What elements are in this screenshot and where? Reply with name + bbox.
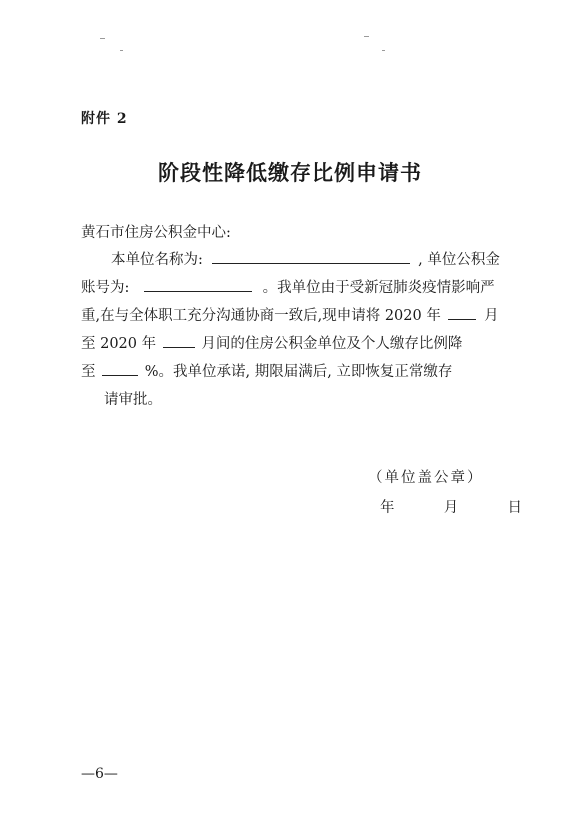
date-year: 年 <box>380 500 395 516</box>
text-unit-name-label: 本单位名称为: <box>111 252 203 268</box>
attachment-label: 附件 2 <box>81 111 128 127</box>
unit-name-blank[interactable] <box>212 249 410 264</box>
body-line-3 <box>81 304 499 325</box>
body-line-1 <box>111 248 500 269</box>
scan-speck <box>382 50 385 51</box>
account-number-blank[interactable] <box>144 277 252 292</box>
date-line <box>380 496 522 517</box>
body-line-4 <box>81 332 462 353</box>
start-month-blank[interactable] <box>448 305 476 320</box>
ratio-percent-blank[interactable] <box>102 361 138 376</box>
text-fund-label: , 单位公积金 <box>418 252 500 268</box>
scan-speck <box>120 50 123 51</box>
text-month: 月 <box>484 308 499 324</box>
text-commitment: %。我单位承诺, 期限届满后, 立即恢复正常缴存 <box>144 364 453 380</box>
end-month-blank[interactable] <box>163 333 195 348</box>
date-month: 月 <box>443 500 459 516</box>
text-request: 重,在与全体职工充分沟通协商一致后,现申请将 2020 年 <box>81 308 441 324</box>
document-title: 阶段性降低缴存比例申请书 <box>158 160 422 185</box>
page-number: —6— <box>81 766 118 782</box>
body-line-6: 请审批。 <box>104 392 162 408</box>
text-ratio: 月间的住房公积金单位及个人缴存比例降 <box>201 336 463 352</box>
body-line-2 <box>81 276 495 297</box>
text-to: 至 <box>81 364 96 380</box>
text-reason: 。我单位由于受新冠肺炎疫情影响严 <box>262 280 495 296</box>
body-line-5 <box>81 360 452 381</box>
text-account-label: 账号为: <box>81 280 130 296</box>
scan-speck <box>100 38 105 39</box>
seal-label: （单位盖公章） <box>368 470 484 486</box>
date-day: 日 <box>507 500 522 516</box>
scan-speck <box>364 36 369 37</box>
text-to-year: 至 2020 年 <box>81 336 157 352</box>
addressee: 黄石市住房公积金中心: <box>81 225 231 241</box>
